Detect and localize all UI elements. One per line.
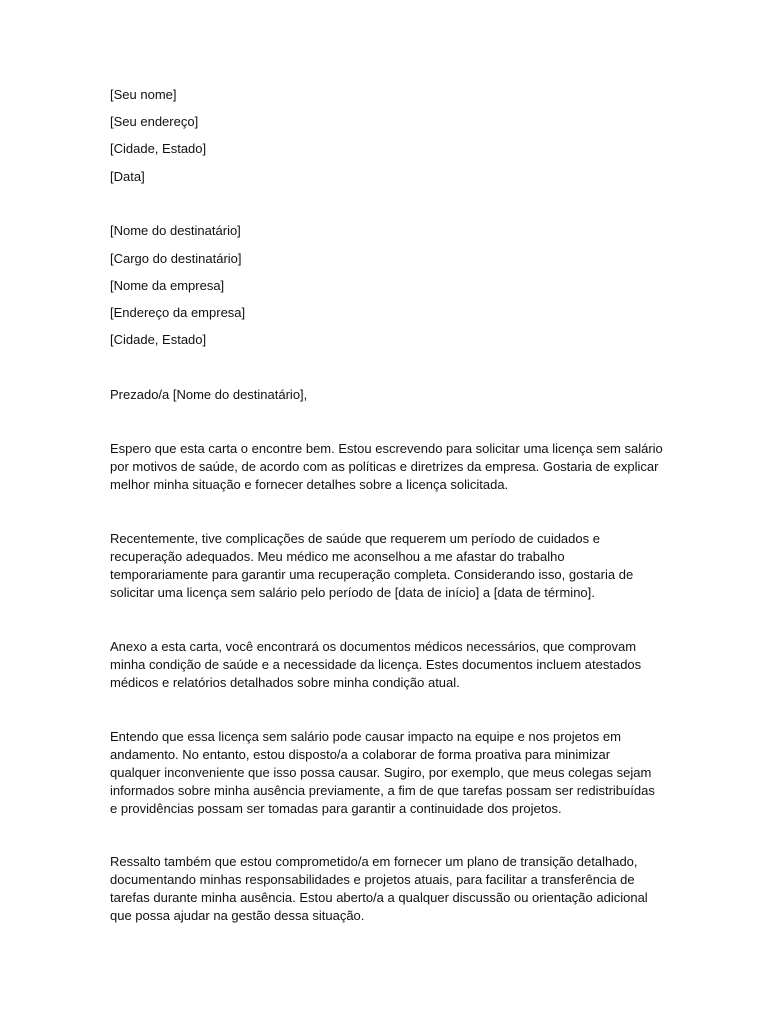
paragraph-line: médicos e relatórios detalhados sobre minha condição atual.: [110, 675, 460, 690]
paragraph-line: Anexo a esta carta, você encontrará os documentos médicos necessários, que comprovam: [110, 639, 637, 654]
body-paragraph-2: [110, 530, 662, 602]
paragraph-line: informados sobre minha ausência previamente, a fim de que tarefas possam ser redistribuídas: [110, 783, 655, 798]
paragraph-line: tarefas durante minha ausência. Estou aberto/a a qualquer discussão ou orientação adicional: [110, 890, 648, 905]
paragraph-line: melhor minha situação e fornecer detalhes sobre a licença solicitada.: [110, 477, 509, 492]
sender-address: [Seu endereço]: [110, 114, 199, 129]
paragraph-line: Entendo que essa licença sem salário pode causar impacto na equipe e nos projetos em: [110, 729, 621, 744]
letter-date: [Data]: [110, 169, 145, 184]
paragraph-line: solicitar uma licença sem salário pelo período de [data de início] a [data de término].: [110, 585, 595, 600]
salutation: Prezado/a [Nome do destinatário],: [110, 387, 308, 402]
body-paragraph-1: [110, 440, 662, 494]
recipient-title: [Cargo do destinatário]: [110, 251, 242, 266]
paragraph-line: recuperação adequados. Meu médico me aconselhou a me afastar do trabalho: [110, 549, 565, 564]
paragraph-line: andamento. No entanto, estou disposto/a a colaborar de forma proativa para minimizar: [110, 747, 611, 762]
sender-name: [Seu nome]: [110, 87, 177, 102]
sender-city-state: [Cidade, Estado]: [110, 141, 207, 156]
paragraph-line: por motivos de saúde, de acordo com as políticas e diretrizes da empresa. Gostaria de explicar: [110, 459, 659, 474]
body-paragraph-4: [110, 728, 662, 818]
paragraph-line: documentando minhas responsabilidades e projetos atuais, para facilitar a transferência de: [110, 872, 635, 887]
paragraph-line: que possa ajudar na gestão dessa situação.: [110, 908, 365, 923]
recipient-city-state: [Cidade, Estado]: [110, 332, 207, 347]
paragraph-line: Ressalto também que estou comprometido/a em fornecer um plano de transição detalhado,: [110, 854, 638, 869]
recipient-name: [Nome do destinatário]: [110, 223, 241, 238]
recipient-company: [Nome da empresa]: [110, 278, 225, 293]
paragraph-line: e providências possam ser tomadas para garantir a continuidade dos projetos.: [110, 801, 562, 816]
body-paragraph-3: [110, 638, 662, 692]
body-paragraph-5: [110, 853, 662, 925]
paragraph-line: temporariamente para garantir uma recuperação completa. Considerando isso, gostaria de: [110, 567, 634, 582]
paragraph-line: qualquer inconveniente que isso possa causar. Sugiro, por exemplo, que meus colegas sejam: [110, 765, 652, 780]
paragraph-line: Recentemente, tive complicações de saúde que requerem um período de cuidados e: [110, 531, 600, 546]
paragraph-line: Espero que esta carta o encontre bem. Estou escrevendo para solicitar uma licença sem salário: [110, 441, 663, 456]
recipient-company-address: [Endereço da empresa]: [110, 305, 246, 320]
paragraph-line: minha condição de saúde e a necessidade da licença. Estes documentos incluem atestados: [110, 657, 642, 672]
